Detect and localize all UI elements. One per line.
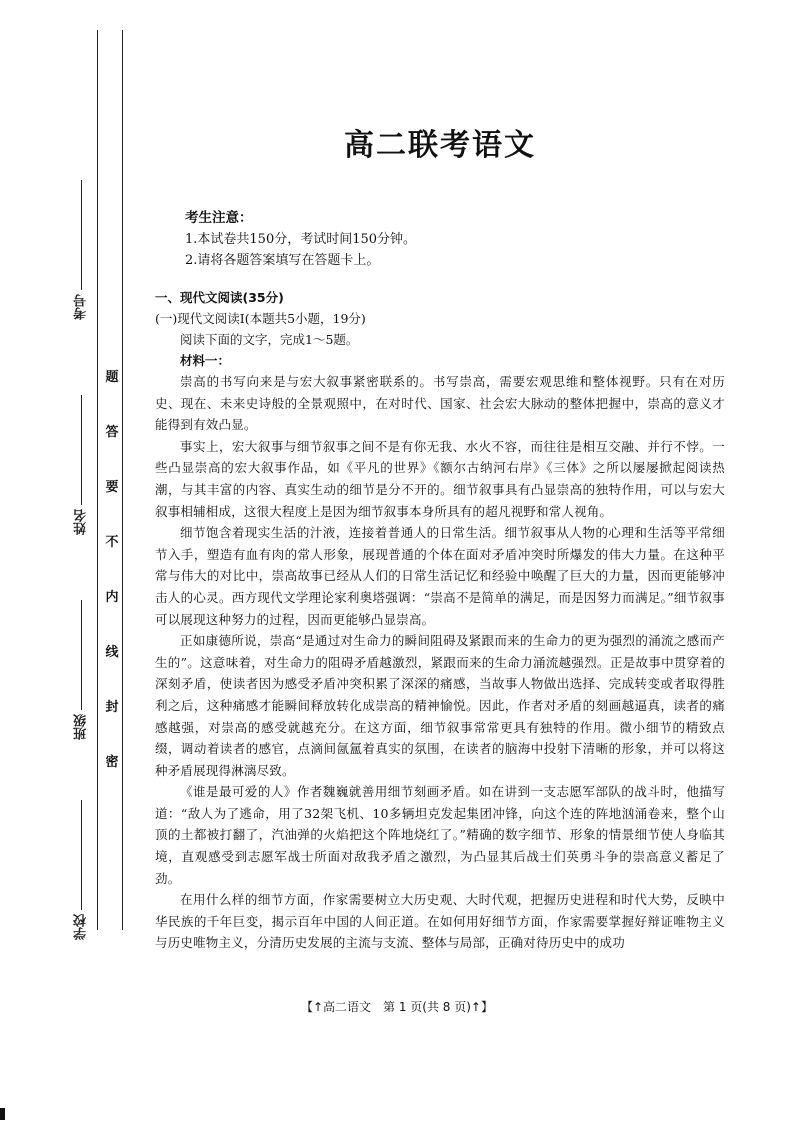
seal-char: 封	[105, 700, 119, 715]
name-text: 姓名	[74, 509, 89, 535]
seal-char: 线	[105, 645, 119, 660]
school-label	[72, 800, 91, 940]
page-footer: 【↑高二语文 第 1 页(共 8 页)↑】	[300, 1000, 493, 1014]
exam-content	[155, 110, 725, 954]
body-paragraph: 细节饱含着现实生活的汁液，连接着普通人的日常生活。细节叙事从人物的心理和生活等平常细节入手，塑造有血有肉的常人形象，展现普通的个体在面对矛盾冲突时所爆发的伟大力量。在这种平常与伟大的对比中，崇高故事已经从人们的日常生活记忆和经验中唤醒了巨大的力量，因而更能够冲击人的心灵。西方现代文学理论家利奥塔强调：“崇高不是简单的满足，而是因努力而满足。”细节叙事可以展现这种努力的过程，因而更能够凸显崇高。	[155, 525, 725, 627]
notice-item: 1.本试卷共150分，考试时间150分钟。	[185, 232, 417, 247]
seal-char: 不	[105, 535, 119, 550]
name-blank[interactable]	[81, 395, 82, 505]
corner-mark	[0, 1108, 5, 1120]
exam-notice	[185, 208, 725, 271]
exam-number-blank[interactable]	[81, 180, 82, 290]
seal-line-notice	[104, 370, 120, 810]
class-text: 班级	[74, 714, 89, 740]
seal-char: 内	[105, 590, 119, 605]
subsection-heading: (一)现代文阅读Ⅰ(本题共5小题，19分)	[155, 311, 366, 326]
name-label	[72, 395, 91, 535]
body-paragraph: 崇高的书写向来是与宏大叙事紧密联系的。书写崇高，需要宏观思维和整体视野。只有在对历史、现在、未来史诗般的全景观照中，在对时代、国家、社会宏大脉动的整体把握中，崇高的意义才能得到有效凸显。	[155, 374, 725, 433]
notice-item: 2.请将各题答案填写在答题卡上。	[185, 253, 380, 268]
exam-number-text: 考号	[74, 294, 89, 320]
seal-char: 密	[105, 755, 119, 770]
body-paragraph: 正如康德所说，崇高“是通过对生命力的瞬间阻碍及紧跟而来的生命力的更为强烈的涌流之感而产生的”。这意味着，对生命力的阻碍矛盾越激烈，紧跟而来的生命力涌流越强烈。正是故事中贯穿着的深刻矛盾，使读者因为感受矛盾冲突积累了深深的痛感，当故事人物做出选择、完成转变或者取得胜利之后，这种痛感才能瞬间释放转化成崇高的精神愉悦。因此，作者对矛盾的刻画越逼真，读者的痛感越强，对崇高的感受就越充分。在这方面，细节叙事常常更具有独特的作用。微小细节的精致点缀，调动着读者的感官，点滴间氤氲着真实的氛围，在读者的脑海中投射下清晰的形象，并可以将这种矛盾展现得淋漓尽致。	[155, 633, 725, 778]
seal-char: 答	[105, 425, 119, 440]
class-label	[72, 600, 91, 740]
body-paragraph: 在用什么样的细节方面，作家需要树立大历史观、大时代观，把握历史进程和时代大势，反映中华民族的千年巨变，揭示百年中国的人间正道。在如何用好细节方面，作家需要掌握好辩证唯物主义与历史唯物主义，分清历史发展的主流与支流、整体与局部，正确对待历史中的成功	[155, 892, 725, 951]
notice-heading: 考生注意：	[185, 210, 253, 226]
seal-char: 要	[105, 480, 119, 495]
body-paragraph: 事实上，宏大叙事与细节叙事之间不是有你无我、水火不容，而往往是相互交融、并行不悖。一些凸显崇高的宏大叙事作品，如《平凡的世界》《额尔古纳河右岸》《三体》之所以屡屡掀起阅读热潮，与其丰富的内容、真实生动的细节是分不开的。细节叙事具有凸显崇高的独特作用，可以与宏大叙事相辅相成，这很大程度上是因为细节叙事本身所具有的超凡视野和常人视角。	[155, 438, 725, 519]
page-title: 高二联考语文	[344, 128, 536, 163]
reading-instruction: 阅读下面的文字，完成1～5题。	[180, 332, 359, 347]
material-label: 材料一：	[180, 353, 231, 368]
school-text: 学校	[74, 914, 89, 940]
exam-number-label	[72, 180, 91, 320]
margin-line-outer	[97, 30, 98, 930]
school-blank[interactable]	[81, 800, 82, 910]
body-paragraph: 《谁是最可爱的人》作者魏巍就善用细节刻画矛盾。如在讲到一支志愿军部队的战斗时，他描写道：“敌人为了逃命，用了32架飞机、10多辆坦克发起集团冲锋，向这个连的阵地汹涌卷来，整个山顶的土都被打翻了，汽油弹的火焰把这个阵地烧红了。”精确的数字细节、形象的情景细节使人身临其境，直观感受到志愿军战士所面对敌我矛盾之激烈，为凸显其后战士们英勇斗争的崇高意义蓄足了劲。	[155, 784, 725, 886]
class-blank[interactable]	[81, 600, 82, 710]
margin-line-inner	[122, 30, 123, 930]
seal-char: 题	[105, 370, 119, 385]
section-heading: 一、现代文阅读(35分)	[155, 290, 284, 305]
binding-margin	[0, 0, 125, 1122]
